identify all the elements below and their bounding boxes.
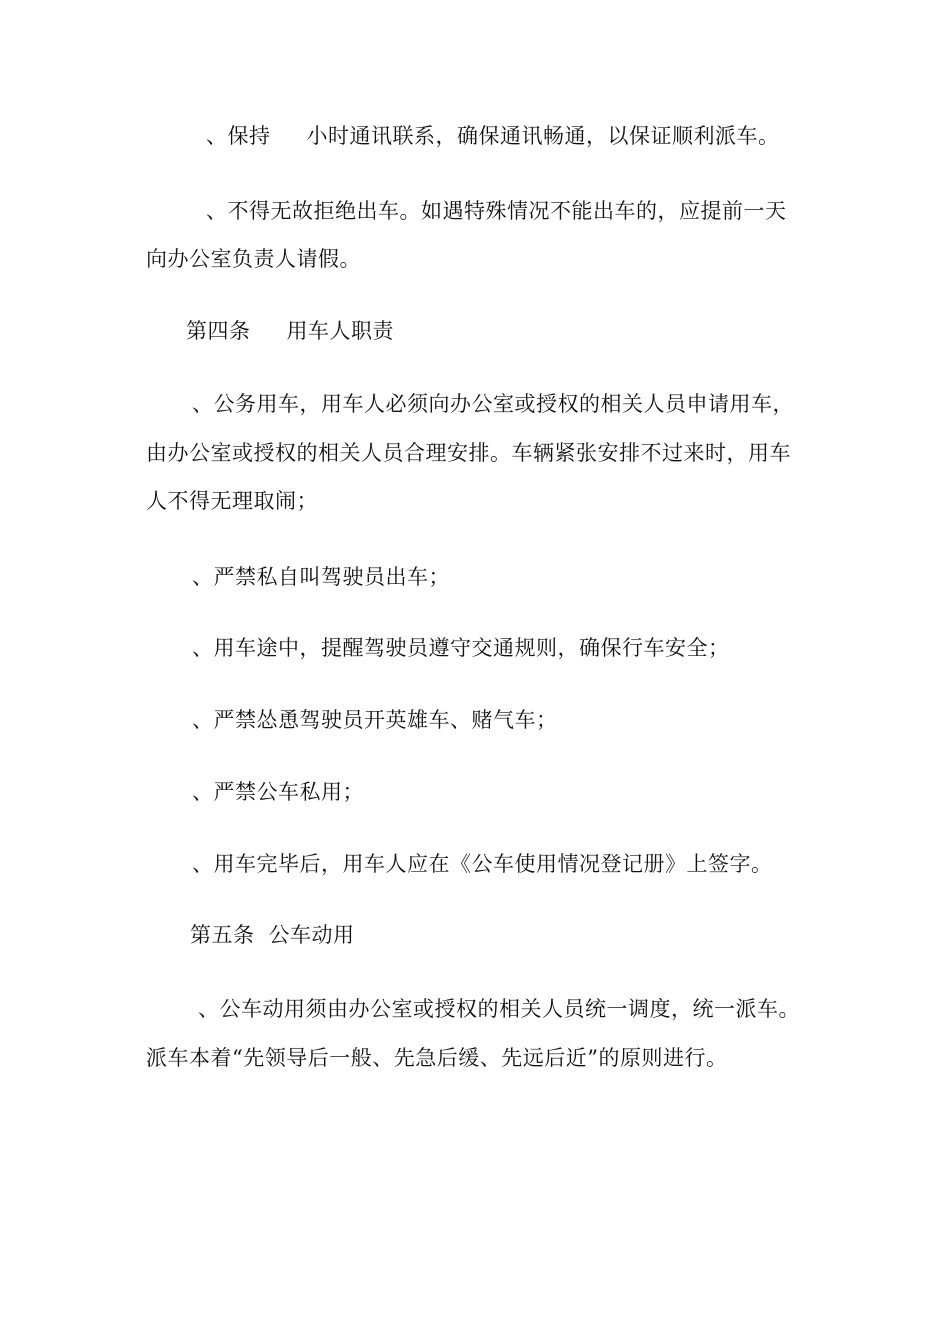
- clause4-item5: 、严禁公车私用；: [192, 780, 364, 804]
- clause5-heading: [190, 922, 355, 948]
- clause4-item2: 、严禁私自叫驾驶员出车；: [192, 565, 450, 589]
- clause4-heading-number: 第四条: [186, 319, 251, 343]
- clause3-item-a-rest: 小时通讯联系，确保通讯畅通，以保证顺利派车。: [306, 124, 780, 148]
- clause3-item-no-refusal-line1: 、不得无故拒绝出车。如遇特殊情况不能出车的，应提前一天: [206, 199, 787, 223]
- clause3-item-a-start: 、保持: [206, 124, 271, 148]
- clause4-item3: 、用车途中，提醒驾驶员遵守交通规则，确保行车安全；: [192, 636, 730, 660]
- clause4-item1-line2: 由办公室或授权的相关人员合理安排。车辆紧张安排不过来时，用车: [146, 441, 791, 465]
- clause4-item1-line1: 、公务用车，用车人必须向办公室或授权的相关人员申请用车，: [192, 392, 794, 416]
- clause5-item1-line2: 派车本着“先领导后一般、先急后缓、先远后近”的原则进行。: [146, 1046, 728, 1070]
- clause3-item-no-refusal-line2: 向办公室负责人请假。: [146, 247, 361, 271]
- clause4-heading: [186, 318, 394, 344]
- clause4-item1-line3: 人不得无理取闹；: [146, 489, 318, 513]
- clause3-item-keep-contact: [206, 123, 780, 149]
- clause4-heading-title: 用车人职责: [286, 319, 394, 343]
- clause5-heading-number: 第五条: [190, 923, 255, 947]
- clause4-item6: 、用车完毕后，用车人应在《公车使用情况登记册》上签字。: [192, 852, 773, 876]
- clause5-heading-title: 公车动用: [268, 923, 355, 947]
- clause5-item1-line1: 、公车动用须由办公室或授权的相关人员统一调度，统一派车。: [198, 997, 800, 1021]
- clause4-item4: 、严禁怂恿驾驶员开英雄车、赌气车；: [192, 708, 558, 732]
